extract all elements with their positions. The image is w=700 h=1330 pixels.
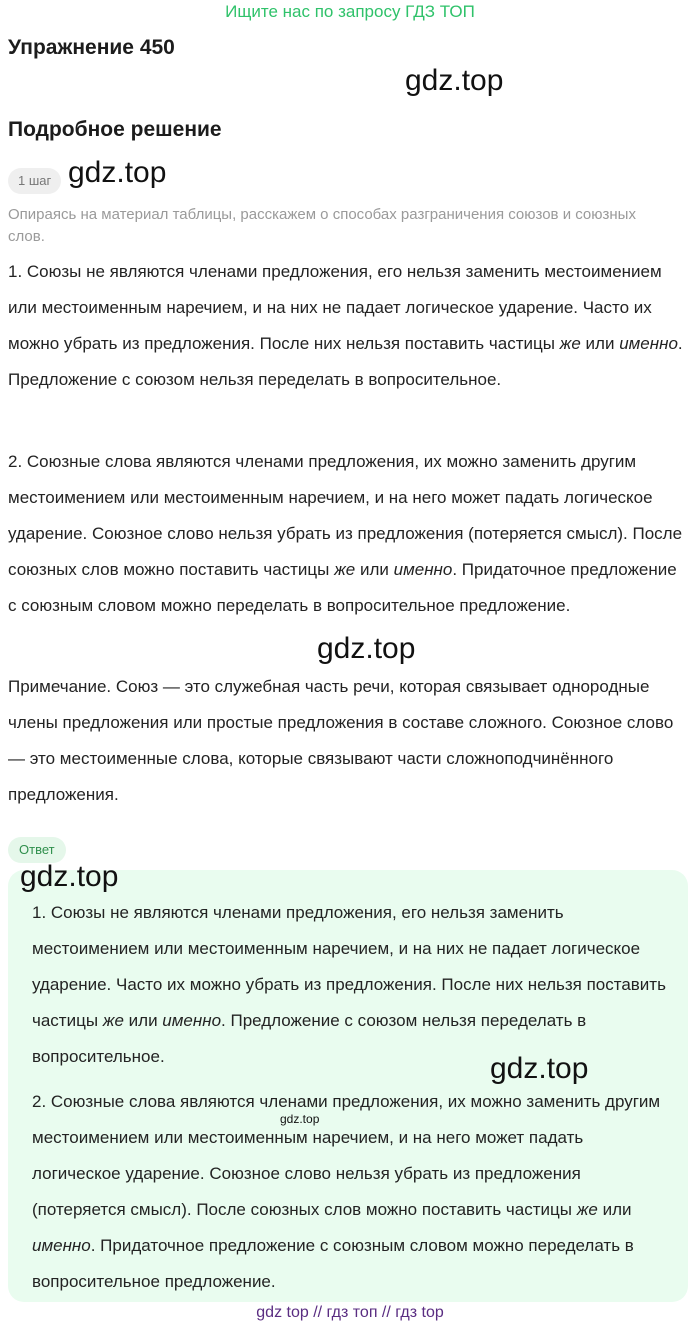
text: или xyxy=(580,334,620,353)
text: или xyxy=(597,1200,632,1219)
text: . Предложение с союзом нельзя переделать в вопросительное. xyxy=(8,334,683,389)
emphasis: же xyxy=(334,560,356,579)
emphasis: же xyxy=(559,334,581,353)
search-banner[interactable]: Ищите нас по запросу ГДЗ ТОП xyxy=(225,2,475,21)
text: . Предложение с союзом нельзя переделать в вопросительное. xyxy=(32,1011,587,1066)
page-title: Упражнение 450 xyxy=(8,36,175,59)
answer-paragraph-1 xyxy=(32,895,672,1075)
text: или xyxy=(123,1011,163,1030)
step-badge: 1 шаг xyxy=(8,168,61,194)
emphasis: именно xyxy=(32,1236,91,1255)
answer-badge: Ответ xyxy=(8,837,66,863)
text: 1. Союзы не являются членами предложения, его нельзя заменить местоимением или местоименным наречием, и на них не падает логическое ударение. Часто их можно убрать из предложения. После них нельзя поставить частицы xyxy=(8,262,662,353)
solution-paragraph-1 xyxy=(8,254,688,398)
emphasis: именно xyxy=(393,560,453,579)
footer-links[interactable]: gdz top // гдз топ // гдз top xyxy=(256,1304,444,1321)
section-title: Подробное решение xyxy=(8,118,222,141)
emphasis: же xyxy=(102,1011,124,1030)
text: 2. Союзные слова являются членами предложения, их можно заменить другим местоимением или местоименным наречием, и на него может падать логическое ударение. Союзное слово нельзя убрать из предложения (потеряется смысл). После союзных слов можно поставить частицы xyxy=(8,452,683,579)
emphasis: именно xyxy=(162,1011,222,1030)
emphasis: же xyxy=(576,1200,598,1219)
watermark: gdz.top xyxy=(405,64,504,97)
emphasis: именно xyxy=(619,334,678,353)
text: . Придаточное предложение с союзным словом можно переделать в вопросительное предложение. xyxy=(8,560,677,615)
text: 1. Союзы не являются членами предложения, его нельзя заменить местоимением или местоименным наречием, и на них не падает логическое ударение. Часто их можно убрать из предложения. После них нельзя поставить частицы xyxy=(32,903,666,1030)
watermark: gdz.top xyxy=(280,1112,320,1126)
text: 2. Союзные слова являются членами предложения, их можно заменить другим местоимением или местоименным наречием, и на него может падать логическое ударение. Союзное слово нельзя убрать из предложения (потеряется смысл). После союзных слов можно поставить частицы xyxy=(32,1092,661,1219)
watermark: gdz.top xyxy=(20,860,119,893)
watermark: gdz.top xyxy=(68,156,167,189)
answer-paragraph-2 xyxy=(32,1084,672,1300)
watermark: gdz.top xyxy=(490,1052,589,1085)
solution-paragraph-2 xyxy=(8,444,688,624)
text: . Придаточное предложение с союзным словом можно переделать в вопросительное предложение. xyxy=(32,1236,634,1291)
intro-text: Опираясь на материал таблицы, расскажем о способах разграничения союзов и союзных слов. xyxy=(8,206,636,245)
watermark: gdz.top xyxy=(317,632,416,665)
solution-note: Примечание. Союз — это служебная часть речи, которая связывает однородные члены предложения или простые предложения в составе сложного. Союзное слово — это местоименные слова, которые связывают части сложноподчинённого предложения. xyxy=(8,677,674,804)
text: или xyxy=(355,560,394,579)
